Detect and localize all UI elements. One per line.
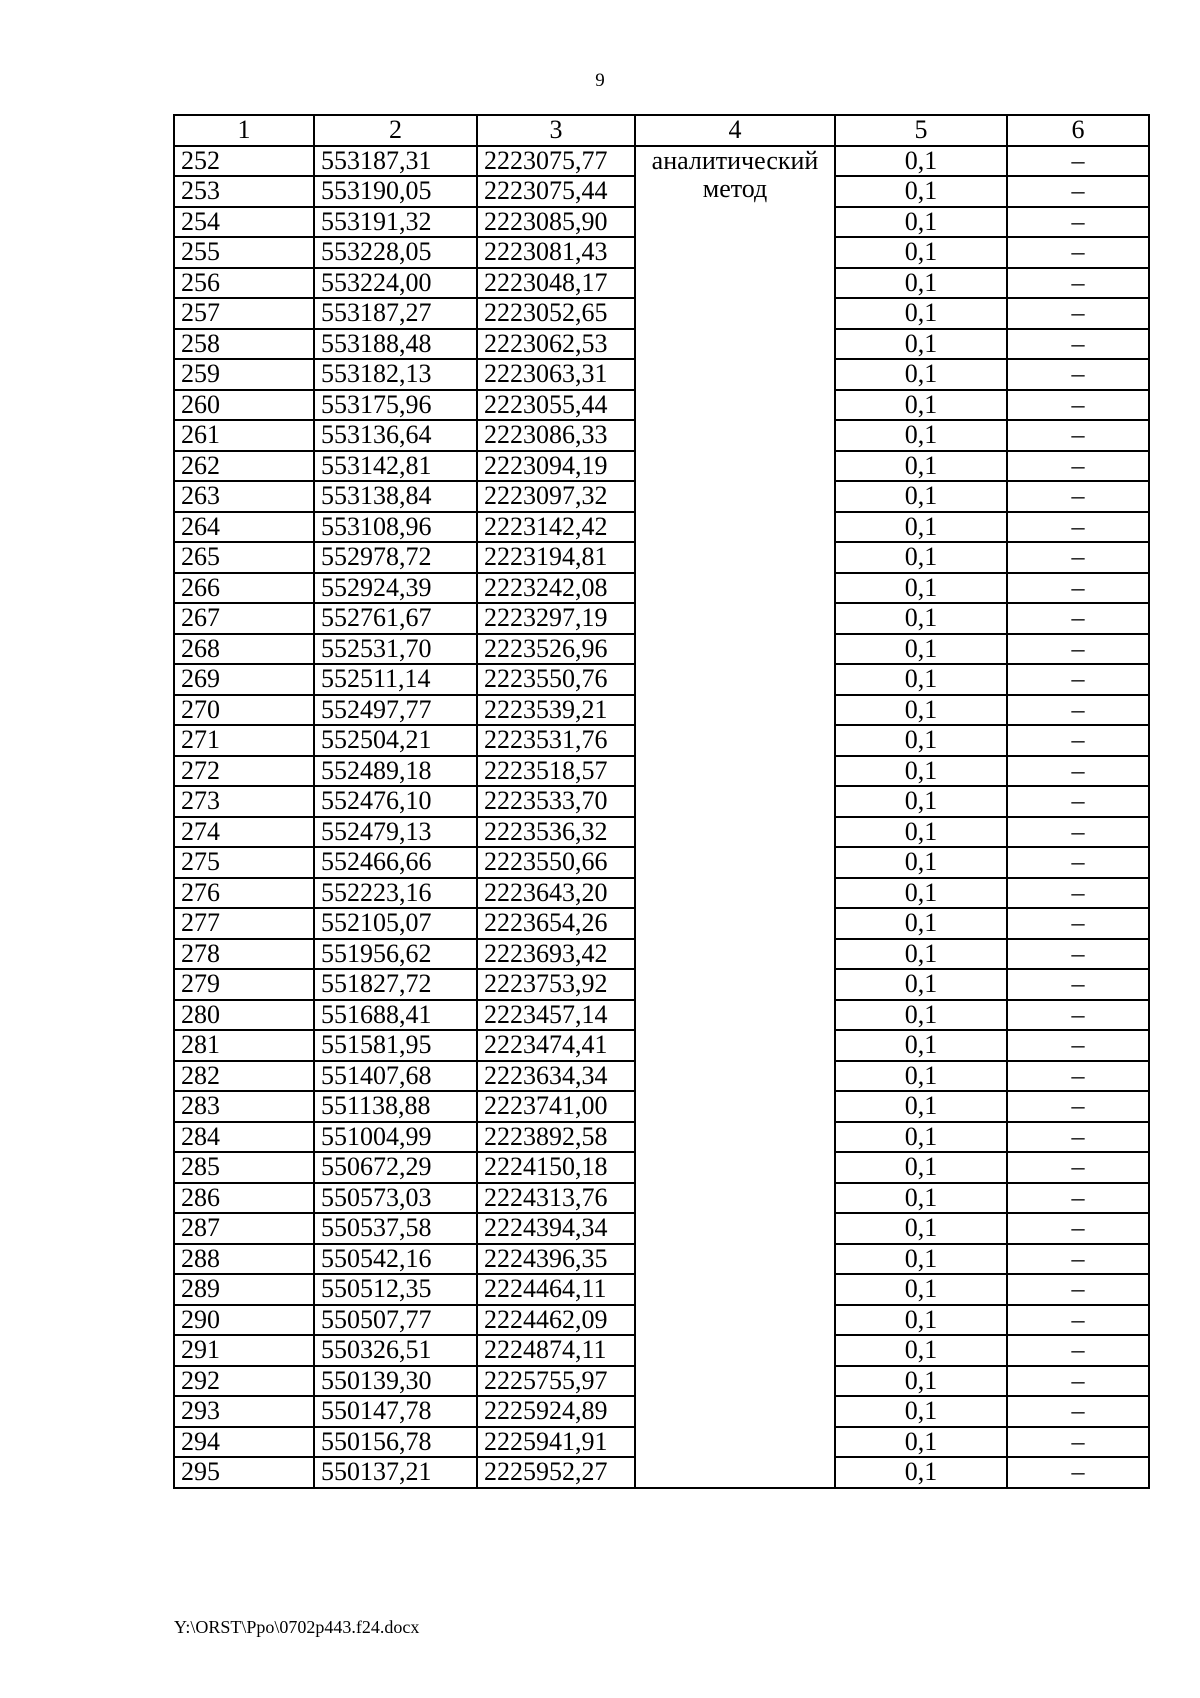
point-number-cell: 281	[174, 1030, 314, 1061]
x-coordinate-cell: 552105,07	[314, 908, 477, 939]
column-header: 1	[174, 115, 314, 146]
note-cell: –	[1007, 268, 1149, 299]
x-coordinate-cell: 550537,58	[314, 1213, 477, 1244]
y-coordinate-cell: 2223097,32	[477, 481, 635, 512]
note-cell: –	[1007, 176, 1149, 207]
x-coordinate-cell: 552504,21	[314, 725, 477, 756]
y-coordinate-cell: 2224874,11	[477, 1335, 635, 1366]
x-coordinate-cell: 551138,88	[314, 1091, 477, 1122]
x-coordinate-cell: 552761,67	[314, 603, 477, 634]
y-coordinate-cell: 2225952,27	[477, 1457, 635, 1488]
note-cell: –	[1007, 1457, 1149, 1488]
y-coordinate-cell: 2223654,26	[477, 908, 635, 939]
note-cell: –	[1007, 1427, 1149, 1458]
y-coordinate-cell: 2223474,41	[477, 1030, 635, 1061]
x-coordinate-cell: 550139,30	[314, 1366, 477, 1397]
note-cell: –	[1007, 878, 1149, 909]
y-coordinate-cell: 2223457,14	[477, 1000, 635, 1031]
note-cell: –	[1007, 847, 1149, 878]
accuracy-cell: 0,1	[835, 451, 1007, 482]
point-number-cell: 264	[174, 512, 314, 543]
point-number-cell: 263	[174, 481, 314, 512]
point-number-cell: 279	[174, 969, 314, 1000]
column-header: 6	[1007, 115, 1149, 146]
y-coordinate-cell: 2224462,09	[477, 1305, 635, 1336]
x-coordinate-cell: 553190,05	[314, 176, 477, 207]
accuracy-cell: 0,1	[835, 725, 1007, 756]
x-coordinate-cell: 553182,13	[314, 359, 477, 390]
note-cell: –	[1007, 481, 1149, 512]
column-header: 5	[835, 115, 1007, 146]
table-row	[174, 146, 1149, 177]
accuracy-cell: 0,1	[835, 1335, 1007, 1366]
y-coordinate-cell: 2223052,65	[477, 298, 635, 329]
point-number-cell: 269	[174, 664, 314, 695]
accuracy-cell: 0,1	[835, 146, 1007, 177]
point-number-cell: 292	[174, 1366, 314, 1397]
note-cell: –	[1007, 512, 1149, 543]
accuracy-cell: 0,1	[835, 298, 1007, 329]
x-coordinate-cell: 553108,96	[314, 512, 477, 543]
x-coordinate-cell: 553187,27	[314, 298, 477, 329]
accuracy-cell: 0,1	[835, 847, 1007, 878]
point-number-cell: 255	[174, 237, 314, 268]
point-number-cell: 284	[174, 1122, 314, 1153]
x-coordinate-cell: 552531,70	[314, 634, 477, 665]
x-coordinate-cell: 553142,81	[314, 451, 477, 482]
point-number-cell: 253	[174, 176, 314, 207]
y-coordinate-cell: 2225755,97	[477, 1366, 635, 1397]
accuracy-cell: 0,1	[835, 1152, 1007, 1183]
accuracy-cell: 0,1	[835, 268, 1007, 299]
accuracy-cell: 0,1	[835, 664, 1007, 695]
point-number-cell: 276	[174, 878, 314, 909]
note-cell: –	[1007, 603, 1149, 634]
point-number-cell: 254	[174, 207, 314, 238]
point-number-cell: 273	[174, 786, 314, 817]
accuracy-cell: 0,1	[835, 237, 1007, 268]
file-path-footer: Y:\ORST\Ppo\0702p443.f24.docx	[174, 1617, 420, 1637]
y-coordinate-cell: 2223634,34	[477, 1061, 635, 1092]
accuracy-cell: 0,1	[835, 1091, 1007, 1122]
accuracy-cell: 0,1	[835, 1244, 1007, 1275]
accuracy-cell: 0,1	[835, 1213, 1007, 1244]
accuracy-cell: 0,1	[835, 1305, 1007, 1336]
y-coordinate-cell: 2223194,81	[477, 542, 635, 573]
note-cell: –	[1007, 1335, 1149, 1366]
x-coordinate-cell: 552924,39	[314, 573, 477, 604]
note-cell: –	[1007, 1000, 1149, 1031]
note-cell: –	[1007, 1213, 1149, 1244]
note-cell: –	[1007, 1274, 1149, 1305]
column-header: 2	[314, 115, 477, 146]
x-coordinate-cell: 553228,05	[314, 237, 477, 268]
point-number-cell: 291	[174, 1335, 314, 1366]
point-number-cell: 288	[174, 1244, 314, 1275]
note-cell: –	[1007, 1396, 1149, 1427]
accuracy-cell: 0,1	[835, 1274, 1007, 1305]
point-number-cell: 268	[174, 634, 314, 665]
x-coordinate-cell: 550672,29	[314, 1152, 477, 1183]
note-cell: –	[1007, 146, 1149, 177]
accuracy-cell: 0,1	[835, 1122, 1007, 1153]
point-number-cell: 270	[174, 695, 314, 726]
point-number-cell: 252	[174, 146, 314, 177]
point-number-cell: 266	[174, 573, 314, 604]
accuracy-cell: 0,1	[835, 1061, 1007, 1092]
point-number-cell: 280	[174, 1000, 314, 1031]
accuracy-cell: 0,1	[835, 1030, 1007, 1061]
y-coordinate-cell: 2223085,90	[477, 207, 635, 238]
y-coordinate-cell: 2225941,91	[477, 1427, 635, 1458]
point-number-cell: 289	[174, 1274, 314, 1305]
accuracy-cell: 0,1	[835, 207, 1007, 238]
y-coordinate-cell: 2223297,19	[477, 603, 635, 634]
note-cell: –	[1007, 207, 1149, 238]
accuracy-cell: 0,1	[835, 573, 1007, 604]
point-number-cell: 259	[174, 359, 314, 390]
y-coordinate-cell: 2223892,58	[477, 1122, 635, 1153]
note-cell: –	[1007, 542, 1149, 573]
y-coordinate-cell: 2223242,08	[477, 573, 635, 604]
x-coordinate-cell: 553188,48	[314, 329, 477, 360]
x-coordinate-cell: 551407,68	[314, 1061, 477, 1092]
y-coordinate-cell: 2223094,19	[477, 451, 635, 482]
x-coordinate-cell: 551688,41	[314, 1000, 477, 1031]
x-coordinate-cell: 552511,14	[314, 664, 477, 695]
note-cell: –	[1007, 634, 1149, 665]
accuracy-cell: 0,1	[835, 542, 1007, 573]
x-coordinate-cell: 553187,31	[314, 146, 477, 177]
point-number-cell: 262	[174, 451, 314, 482]
y-coordinate-cell: 2224464,11	[477, 1274, 635, 1305]
note-cell: –	[1007, 1366, 1149, 1397]
x-coordinate-cell: 550326,51	[314, 1335, 477, 1366]
accuracy-cell: 0,1	[835, 695, 1007, 726]
y-coordinate-cell: 2223062,53	[477, 329, 635, 360]
y-coordinate-cell: 2224394,34	[477, 1213, 635, 1244]
table-body	[174, 146, 1149, 1488]
note-cell: –	[1007, 1183, 1149, 1214]
x-coordinate-cell: 550147,78	[314, 1396, 477, 1427]
point-number-cell: 285	[174, 1152, 314, 1183]
x-coordinate-cell: 550512,35	[314, 1274, 477, 1305]
x-coordinate-cell: 551827,72	[314, 969, 477, 1000]
x-coordinate-cell: 550137,21	[314, 1457, 477, 1488]
y-coordinate-cell: 2224396,35	[477, 1244, 635, 1275]
y-coordinate-cell: 2223055,44	[477, 390, 635, 421]
note-cell: –	[1007, 1244, 1149, 1275]
x-coordinate-cell: 553175,96	[314, 390, 477, 421]
y-coordinate-cell: 2224313,76	[477, 1183, 635, 1214]
point-number-cell: 275	[174, 847, 314, 878]
note-cell: –	[1007, 786, 1149, 817]
y-coordinate-cell: 2223539,21	[477, 695, 635, 726]
y-coordinate-cell: 2223550,66	[477, 847, 635, 878]
y-coordinate-cell: 2223693,42	[477, 939, 635, 970]
y-coordinate-cell: 2223048,17	[477, 268, 635, 299]
accuracy-cell: 0,1	[835, 1000, 1007, 1031]
note-cell: –	[1007, 756, 1149, 787]
accuracy-cell: 0,1	[835, 1366, 1007, 1397]
accuracy-cell: 0,1	[835, 817, 1007, 848]
note-cell: –	[1007, 969, 1149, 1000]
x-coordinate-cell: 553191,32	[314, 207, 477, 238]
table-header-row	[174, 115, 1149, 146]
method-cell: аналитический метод	[635, 146, 835, 1488]
accuracy-cell: 0,1	[835, 939, 1007, 970]
x-coordinate-cell: 552497,77	[314, 695, 477, 726]
note-cell: –	[1007, 573, 1149, 604]
y-coordinate-cell: 2223526,96	[477, 634, 635, 665]
point-number-cell: 290	[174, 1305, 314, 1336]
note-cell: –	[1007, 451, 1149, 482]
x-coordinate-cell: 552489,18	[314, 756, 477, 787]
y-coordinate-cell: 2223081,43	[477, 237, 635, 268]
y-coordinate-cell: 2223643,20	[477, 878, 635, 909]
accuracy-cell: 0,1	[835, 634, 1007, 665]
note-cell: –	[1007, 908, 1149, 939]
x-coordinate-cell: 551004,99	[314, 1122, 477, 1153]
point-number-cell: 258	[174, 329, 314, 360]
accuracy-cell: 0,1	[835, 786, 1007, 817]
point-number-cell: 293	[174, 1396, 314, 1427]
point-number-cell: 287	[174, 1213, 314, 1244]
x-coordinate-cell: 552466,66	[314, 847, 477, 878]
accuracy-cell: 0,1	[835, 1427, 1007, 1458]
y-coordinate-cell: 2223531,76	[477, 725, 635, 756]
x-coordinate-cell: 553138,84	[314, 481, 477, 512]
y-coordinate-cell: 2223086,33	[477, 420, 635, 451]
note-cell: –	[1007, 359, 1149, 390]
x-coordinate-cell: 550507,77	[314, 1305, 477, 1336]
note-cell: –	[1007, 1122, 1149, 1153]
x-coordinate-cell: 552476,10	[314, 786, 477, 817]
note-cell: –	[1007, 420, 1149, 451]
y-coordinate-cell: 2223550,76	[477, 664, 635, 695]
y-coordinate-cell: 2223075,77	[477, 146, 635, 177]
y-coordinate-cell: 2223533,70	[477, 786, 635, 817]
column-header: 3	[477, 115, 635, 146]
y-coordinate-cell: 2223536,32	[477, 817, 635, 848]
note-cell: –	[1007, 237, 1149, 268]
note-cell: –	[1007, 664, 1149, 695]
accuracy-cell: 0,1	[835, 481, 1007, 512]
accuracy-cell: 0,1	[835, 1396, 1007, 1427]
point-number-cell: 286	[174, 1183, 314, 1214]
note-cell: –	[1007, 695, 1149, 726]
x-coordinate-cell: 553224,00	[314, 268, 477, 299]
y-coordinate-cell: 2225924,89	[477, 1396, 635, 1427]
x-coordinate-cell: 552978,72	[314, 542, 477, 573]
point-number-cell: 277	[174, 908, 314, 939]
accuracy-cell: 0,1	[835, 329, 1007, 360]
page-number: 9	[595, 70, 605, 91]
note-cell: –	[1007, 1091, 1149, 1122]
y-coordinate-cell: 2223142,42	[477, 512, 635, 543]
point-number-cell: 274	[174, 817, 314, 848]
note-cell: –	[1007, 725, 1149, 756]
point-number-cell: 265	[174, 542, 314, 573]
note-cell: –	[1007, 329, 1149, 360]
point-number-cell: 278	[174, 939, 314, 970]
accuracy-cell: 0,1	[835, 1183, 1007, 1214]
accuracy-cell: 0,1	[835, 390, 1007, 421]
x-coordinate-cell: 551581,95	[314, 1030, 477, 1061]
x-coordinate-cell: 551956,62	[314, 939, 477, 970]
x-coordinate-cell: 550156,78	[314, 1427, 477, 1458]
point-number-cell: 267	[174, 603, 314, 634]
accuracy-cell: 0,1	[835, 359, 1007, 390]
y-coordinate-cell: 2223075,44	[477, 176, 635, 207]
accuracy-cell: 0,1	[835, 969, 1007, 1000]
y-coordinate-cell: 2224150,18	[477, 1152, 635, 1183]
point-number-cell: 283	[174, 1091, 314, 1122]
accuracy-cell: 0,1	[835, 1457, 1007, 1488]
note-cell: –	[1007, 1061, 1149, 1092]
point-number-cell: 257	[174, 298, 314, 329]
x-coordinate-cell: 552479,13	[314, 817, 477, 848]
accuracy-cell: 0,1	[835, 908, 1007, 939]
accuracy-cell: 0,1	[835, 878, 1007, 909]
point-number-cell: 256	[174, 268, 314, 299]
column-header: 4	[635, 115, 835, 146]
x-coordinate-cell: 553136,64	[314, 420, 477, 451]
y-coordinate-cell: 2223741,00	[477, 1091, 635, 1122]
note-cell: –	[1007, 1030, 1149, 1061]
note-cell: –	[1007, 1152, 1149, 1183]
y-coordinate-cell: 2223063,31	[477, 359, 635, 390]
x-coordinate-cell: 552223,16	[314, 878, 477, 909]
point-number-cell: 294	[174, 1427, 314, 1458]
point-number-cell: 295	[174, 1457, 314, 1488]
point-number-cell: 272	[174, 756, 314, 787]
point-number-cell: 282	[174, 1061, 314, 1092]
y-coordinate-cell: 2223518,57	[477, 756, 635, 787]
note-cell: –	[1007, 817, 1149, 848]
accuracy-cell: 0,1	[835, 756, 1007, 787]
note-cell: –	[1007, 1305, 1149, 1336]
accuracy-cell: 0,1	[835, 512, 1007, 543]
point-number-cell: 260	[174, 390, 314, 421]
point-number-cell: 271	[174, 725, 314, 756]
note-cell: –	[1007, 390, 1149, 421]
note-cell: –	[1007, 298, 1149, 329]
x-coordinate-cell: 550573,03	[314, 1183, 477, 1214]
accuracy-cell: 0,1	[835, 420, 1007, 451]
coordinates-table	[173, 114, 1150, 1489]
accuracy-cell: 0,1	[835, 603, 1007, 634]
point-number-cell: 261	[174, 420, 314, 451]
note-cell: –	[1007, 939, 1149, 970]
y-coordinate-cell: 2223753,92	[477, 969, 635, 1000]
accuracy-cell: 0,1	[835, 176, 1007, 207]
x-coordinate-cell: 550542,16	[314, 1244, 477, 1275]
